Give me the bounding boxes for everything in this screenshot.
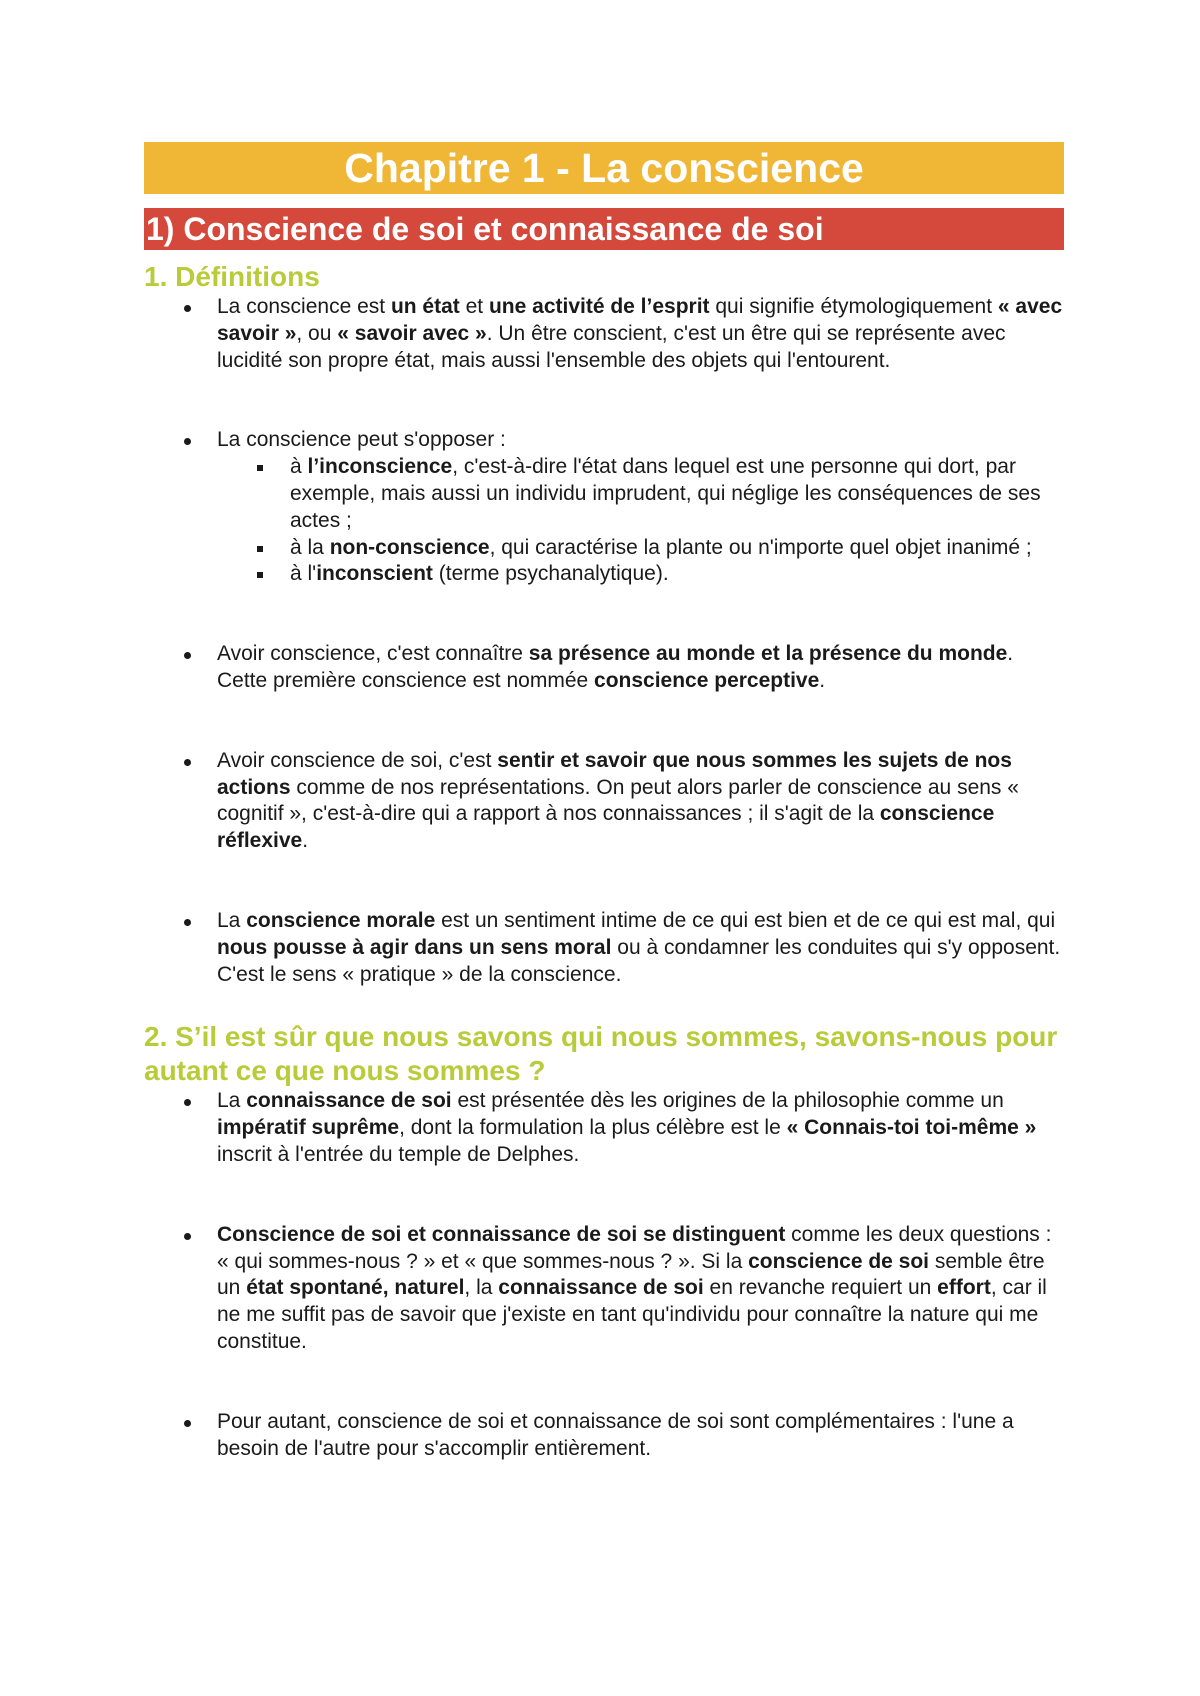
body-text: , qui caractérise la plante ou n'importe quel objet inanimé ; bbox=[489, 535, 1032, 559]
bold-text: conscience réflexive bbox=[217, 802, 995, 853]
body-text: et bbox=[459, 295, 489, 318]
bold-text: sentir et savoir que nous sommes les sujets de nos actions bbox=[217, 748, 1012, 799]
bullet-dot-icon bbox=[184, 1420, 191, 1427]
body-text: (terme psychanalytique). bbox=[432, 562, 669, 586]
bold-text: connaissance de soi bbox=[498, 1276, 704, 1300]
bullet-dot-icon bbox=[184, 1233, 191, 1240]
sublist-item bbox=[217, 535, 1064, 562]
body-text: , car il ne me suffit pas de savoir que j'existe en tant qu'individu pour connaître la nature qui me constitue. bbox=[217, 1276, 1047, 1353]
bold-text: Conscience de soi et connaissance de soi se distinguent bbox=[217, 1222, 786, 1246]
list-item bbox=[144, 1088, 1064, 1168]
body-text: La conscience est bbox=[217, 295, 391, 318]
bullet-square-icon bbox=[257, 465, 263, 471]
bullet-dot-icon bbox=[184, 759, 191, 766]
bold-text: nous pousse à agir dans un sens moral bbox=[217, 935, 612, 959]
body-text: comme les deux questions : « qui sommes-nous ? » et « que sommes-nous ? ». Si la bbox=[217, 1222, 1052, 1273]
sublist-item bbox=[217, 561, 1064, 588]
bold-text: non-conscience bbox=[329, 535, 490, 559]
bold-text: conscience morale bbox=[246, 908, 436, 932]
bullet-dot-icon bbox=[184, 919, 191, 926]
list-item bbox=[144, 748, 1064, 855]
bullet-square-icon bbox=[257, 546, 263, 552]
list-item bbox=[144, 1409, 1064, 1463]
body-text: , la bbox=[464, 1276, 499, 1300]
body-text: Pour autant, conscience de soi et connaissance de soi sont complémentaires : l'une a besoin de l'autre pour s'accomplir entièrement. bbox=[217, 1409, 1014, 1460]
bold-text: « avec savoir » bbox=[217, 295, 1063, 345]
bold-text: effort bbox=[937, 1276, 991, 1300]
body-text: inscrit à l'entrée du temple de Delphes. bbox=[217, 1142, 580, 1166]
body-text: Avoir conscience de soi, c'est bbox=[217, 748, 498, 772]
body-text: est un sentiment intime de ce qui est bien et de ce qui est mal, qui bbox=[435, 908, 1056, 932]
bullet-dot-icon bbox=[184, 305, 191, 312]
body-text: . Un être conscient, c'est un être qui se représente avec lucidité son propre état, mais aussi l'ensemble des objets qui l'entourent. bbox=[217, 321, 1006, 372]
bold-text: inconscient bbox=[316, 562, 433, 586]
list-item bbox=[144, 908, 1064, 988]
body-text: est présentée dès les origines de la philosophie comme un bbox=[451, 1089, 1004, 1113]
list-item bbox=[144, 1222, 1064, 1356]
body-text: La conscience peut s'opposer : bbox=[217, 428, 506, 452]
bold-text: sa présence au monde et la présence du monde bbox=[528, 642, 1008, 666]
bullet-dot-icon bbox=[184, 1099, 191, 1106]
chapter-title: Chapitre 1 - La conscience bbox=[144, 142, 1064, 194]
body-text: à la bbox=[290, 535, 330, 559]
body-text: semble être un bbox=[217, 1249, 1045, 1300]
body-text: . Cette première conscience est nommée bbox=[217, 642, 1014, 692]
section-title: 1) Conscience de soi et connaissance de soi bbox=[144, 208, 1064, 250]
bold-text: connaissance de soi bbox=[246, 1089, 452, 1113]
body-text: ou à condamner les conduites qui s'y opposent. C'est le sens « pratique » de la conscience. bbox=[217, 935, 1061, 986]
list-item bbox=[144, 294, 1064, 374]
body-text: , c'est-à-dire l'état dans lequel est une personne qui dort, par exemple, mais aussi un individu imprudent, qui néglige les conséquences de ses actes ; bbox=[290, 455, 1041, 532]
body-text: à bbox=[290, 455, 308, 479]
bold-text: « Connais-toi toi-même » bbox=[786, 1116, 1037, 1140]
body-text: en revanche requiert un bbox=[703, 1276, 938, 1300]
body-text: La bbox=[217, 908, 247, 932]
bold-text: une activité de l’esprit bbox=[488, 295, 710, 318]
body-text: . bbox=[819, 668, 826, 692]
sublist-item bbox=[217, 454, 1064, 534]
bold-text: état spontané, naturel bbox=[246, 1276, 465, 1300]
bold-text: conscience de soi bbox=[748, 1249, 930, 1273]
subheading-definitions: 1. Définitions bbox=[144, 261, 320, 292]
bold-text: un état bbox=[390, 295, 460, 318]
oppositions-sublist bbox=[217, 454, 1064, 588]
bullet-dot-icon bbox=[184, 652, 191, 659]
body-text: , ou bbox=[296, 321, 338, 345]
body-text: qui signifie étymologiquement bbox=[709, 295, 998, 318]
bullet-dot-icon bbox=[184, 438, 191, 445]
bold-text: impératif suprême bbox=[217, 1116, 400, 1140]
body-text: Avoir conscience, c'est connaître bbox=[217, 642, 529, 666]
list-item bbox=[144, 427, 1064, 588]
bold-text: l’inconscience bbox=[307, 455, 453, 479]
body-text: comme de nos représentations. On peut alors parler de conscience au sens « cognitif », c'est-à-dire qui a rapport à nos connaissances ; il s'agit de la bbox=[217, 775, 1019, 826]
bullet-square-icon bbox=[257, 572, 263, 578]
bold-text: « savoir avec » bbox=[337, 321, 487, 345]
bold-text: conscience perceptive bbox=[594, 668, 820, 692]
body-text: . bbox=[302, 829, 309, 853]
body-text: , dont la formulation la plus célèbre est le bbox=[399, 1116, 787, 1140]
definitions-list bbox=[144, 294, 1064, 988]
body-text: La bbox=[217, 1089, 247, 1113]
body-text: à l' bbox=[290, 562, 317, 586]
list-item bbox=[144, 641, 1064, 695]
document-page bbox=[144, 142, 1064, 1462]
subheading-self-knowledge: 2. S’il est sûr que nous savons qui nous sommes, savons-nous pour autant ce que nous sommes ? bbox=[144, 1021, 1058, 1087]
self-knowledge-list bbox=[144, 1088, 1064, 1462]
